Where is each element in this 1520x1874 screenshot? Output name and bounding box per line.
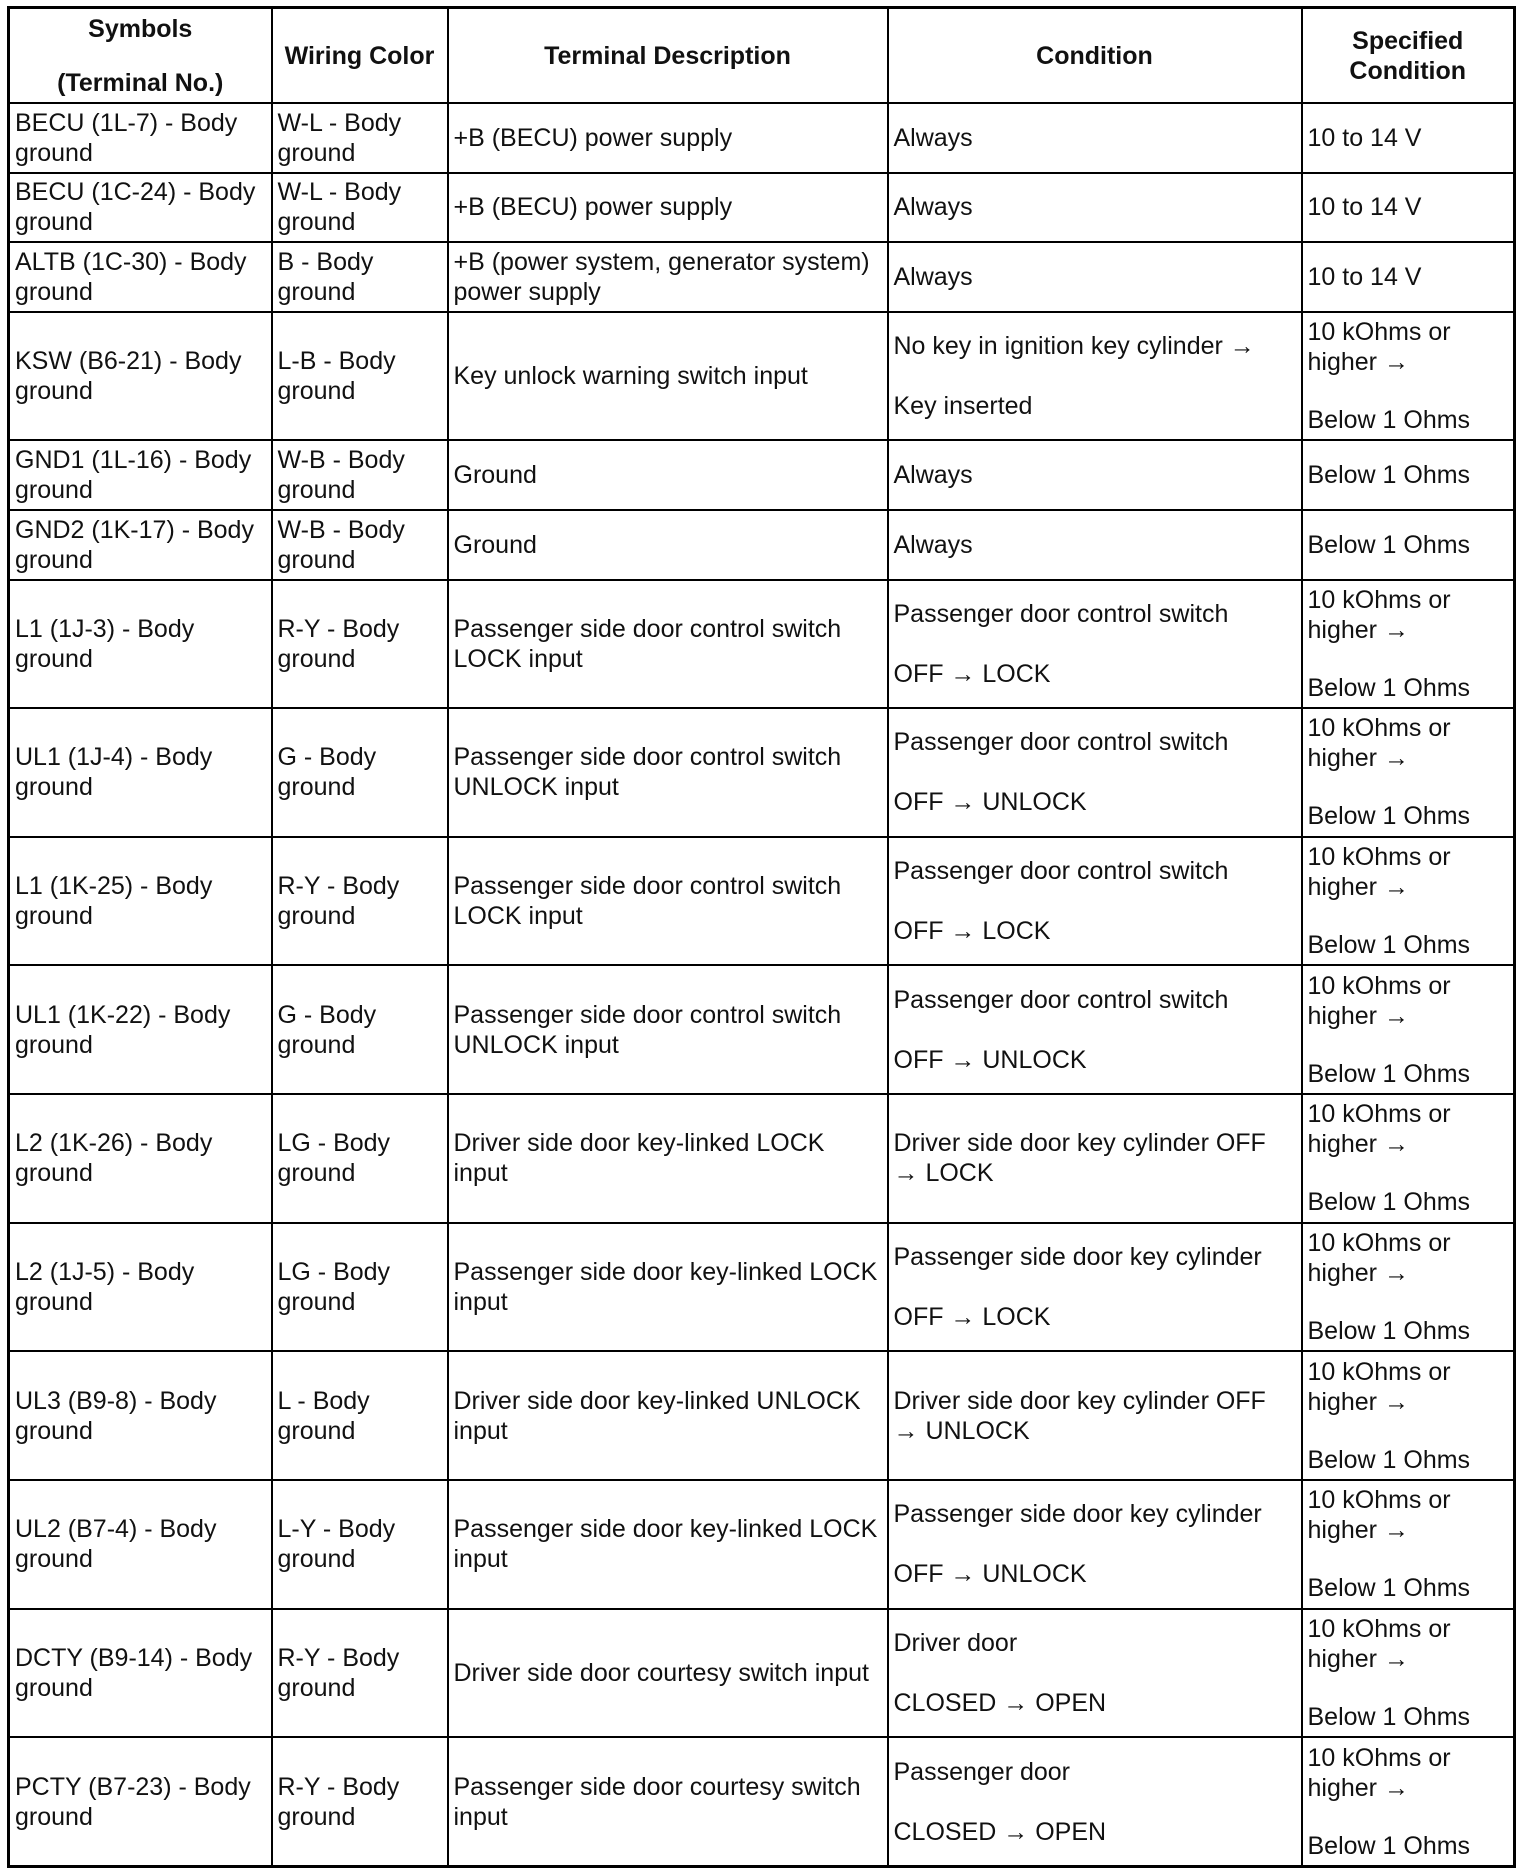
cell-terminal-description-line: input <box>453 1545 508 1574</box>
cell-specified-condition-line: 10 kOhms or <box>1307 585 1451 614</box>
cell-symbol <box>9 1609 272 1738</box>
cell-symbol-line: ground <box>15 1802 93 1831</box>
cell-symbol <box>9 242 272 312</box>
cell-symbol-line: ground <box>15 208 93 237</box>
header-symbols-line1: Symbols <box>88 14 193 43</box>
cell-condition-line: Always <box>893 530 973 559</box>
cell-symbol <box>9 1737 272 1866</box>
cell-terminal-description <box>448 965 888 1094</box>
header-wiring-color: Wiring Color <box>272 8 448 104</box>
cell-symbol-line: ground <box>15 277 93 306</box>
cell-wiring-color-line: ground <box>277 377 356 406</box>
cell-specified-condition-line: higher → <box>1307 1773 1409 1802</box>
cell-wiring-color <box>272 242 448 312</box>
cell-symbol <box>9 1480 272 1609</box>
cell-specified-condition-line: 10 kOhms or <box>1307 1100 1451 1129</box>
cell-symbol-line: L2 (1K-26) - Body <box>15 1129 213 1158</box>
cell-specified-condition-line: Below 1 Ohms <box>1307 530 1471 559</box>
cell-condition-line: Passenger door <box>893 1757 1071 1786</box>
cell-symbol-line: ground <box>15 773 93 802</box>
cell-condition-line: → UNLOCK <box>893 1416 1030 1445</box>
cell-symbol-line: L1 (1K-25) - Body <box>15 872 213 901</box>
cell-specified-condition-line: 10 kOhms or <box>1307 714 1451 743</box>
cell-specified-condition-line: Below 1 Ohms <box>1307 673 1471 702</box>
cell-wiring-color-line: L-B - Body <box>277 347 396 376</box>
cell-specified-condition-line: higher → <box>1307 1001 1409 1030</box>
cell-symbol-line: DCTY (B9-14) - Body <box>15 1643 253 1672</box>
table-row <box>9 242 1515 312</box>
cell-wiring-color-line: R-Y - Body <box>277 1772 400 1801</box>
table-row <box>9 312 1515 441</box>
cell-specified-condition-line: higher → <box>1307 744 1409 773</box>
cell-specified-condition-line: Below 1 Ohms <box>1307 931 1471 960</box>
cell-wiring-color-line: R-Y - Body <box>277 1643 400 1672</box>
table-row <box>9 708 1515 837</box>
cell-symbol-line: ground <box>15 476 93 505</box>
cell-wiring-color-line: G - Body <box>277 1000 377 1029</box>
cell-symbol-line: L2 (1J-5) - Body <box>15 1257 195 1286</box>
cell-wiring-color <box>272 173 448 243</box>
cell-specified-condition-line: 10 to 14 V <box>1307 262 1422 291</box>
cell-wiring-color-line: ground <box>277 277 356 306</box>
cell-wiring-color-line: G - Body <box>277 743 377 772</box>
cell-terminal-description-line: input <box>453 1159 508 1188</box>
cell-condition <box>888 440 1302 510</box>
cell-terminal-description <box>448 1737 888 1866</box>
cell-terminal-description <box>448 1094 888 1223</box>
table-row <box>9 837 1515 966</box>
cell-terminal-description <box>448 1223 888 1352</box>
cell-symbol <box>9 965 272 1094</box>
table-row <box>9 1480 1515 1609</box>
cell-wiring-color-line: B - Body <box>277 247 374 276</box>
cell-specified-condition-line: Below 1 Ohms <box>1307 1316 1471 1345</box>
cell-specified-condition-line: Below 1 Ohms <box>1307 802 1471 831</box>
cell-condition <box>888 510 1302 580</box>
cell-symbol-line: ALTB (1C-30) - Body <box>15 247 247 276</box>
cell-specified-condition-line: higher → <box>1307 873 1409 902</box>
cell-terminal-description <box>448 242 888 312</box>
cell-symbol-line: ground <box>15 1030 93 1059</box>
cell-terminal-description-line: Passenger side door control switch <box>453 872 842 901</box>
cell-condition-line: Always <box>893 461 973 490</box>
cell-symbol-line: ground <box>15 644 93 673</box>
cell-wiring-color-line: ground <box>277 1545 356 1574</box>
cell-terminal-description-line: Key unlock warning switch input <box>453 362 808 391</box>
cell-terminal-description-line: UNLOCK input <box>453 773 619 802</box>
cell-symbol <box>9 1094 272 1223</box>
cell-terminal-description-line: input <box>453 1802 508 1831</box>
cell-terminal-description-line: Passenger side door key-linked LOCK <box>453 1257 878 1286</box>
cell-terminal-description-line: Ground <box>453 530 537 559</box>
cell-condition-line: Passenger door control switch <box>893 599 1229 628</box>
cell-wiring-color-line: ground <box>277 644 356 673</box>
cell-symbol-line: ground <box>15 377 93 406</box>
cell-symbol-line: BECU (1L-7) - Body <box>15 108 238 137</box>
cell-wiring-color-line: ground <box>277 1802 356 1831</box>
cell-specified-condition <box>1302 1609 1515 1738</box>
cell-wiring-color-line: W-B - Body <box>277 446 405 475</box>
cell-wiring-color <box>272 312 448 441</box>
cell-condition-line: OFF → UNLOCK <box>893 1560 1087 1589</box>
cell-symbol-line: L1 (1J-3) - Body <box>15 614 195 643</box>
cell-condition <box>888 580 1302 709</box>
cell-specified-condition-line: higher → <box>1307 1644 1409 1673</box>
cell-symbol-line: UL1 (1K-22) - Body <box>15 1000 231 1029</box>
cell-terminal-description-line: input <box>453 1416 508 1445</box>
cell-specified-condition-line: higher → <box>1307 1130 1409 1159</box>
cell-symbol-line: ground <box>15 545 93 574</box>
cell-condition-line: CLOSED → OPEN <box>893 1817 1107 1846</box>
cell-specified-condition-line: Below 1 Ohms <box>1307 406 1471 435</box>
table-row <box>9 1351 1515 1480</box>
table-row <box>9 510 1515 580</box>
cell-terminal-description-line: Passenger side door key-linked LOCK <box>453 1515 878 1544</box>
cell-wiring-color-line: LG - Body <box>277 1129 391 1158</box>
cell-condition-line: Passenger door control switch <box>893 857 1229 886</box>
cell-terminal-description-line: LOCK input <box>453 902 583 931</box>
cell-specified-condition <box>1302 580 1515 709</box>
cell-condition-line: OFF → UNLOCK <box>893 788 1087 817</box>
cell-specified-condition-line: higher → <box>1307 1387 1409 1416</box>
cell-wiring-color <box>272 580 448 709</box>
cell-terminal-description <box>448 510 888 580</box>
cell-specified-condition <box>1302 1223 1515 1352</box>
table-row <box>9 440 1515 510</box>
cell-wiring-color-line: ground <box>277 138 356 167</box>
cell-wiring-color <box>272 440 448 510</box>
cell-symbol <box>9 1351 272 1480</box>
cell-terminal-description-line: Passenger side door courtesy switch <box>453 1772 861 1801</box>
cell-symbol-line: ground <box>15 1287 93 1316</box>
cell-symbol-line: ground <box>15 1545 93 1574</box>
cell-specified-condition <box>1302 1094 1515 1223</box>
cell-condition-line: OFF → LOCK <box>893 1302 1051 1331</box>
table-row <box>9 1094 1515 1223</box>
cell-condition <box>888 965 1302 1094</box>
cell-specified-condition-line: higher → <box>1307 1258 1409 1287</box>
cell-symbol <box>9 580 272 709</box>
cell-wiring-color-line: LG - Body <box>277 1257 391 1286</box>
cell-symbol <box>9 510 272 580</box>
cell-condition-line: Passenger door control switch <box>893 985 1229 1014</box>
cell-specified-condition-line: higher → <box>1307 615 1409 644</box>
header-symbols <box>9 8 272 104</box>
cell-specified-condition-line: Below 1 Ohms <box>1307 1831 1471 1860</box>
cell-terminal-description-line: Ground <box>453 461 537 490</box>
cell-specified-condition-line: 10 kOhms or <box>1307 1614 1451 1643</box>
cell-specified-condition-line: Below 1 Ohms <box>1307 1574 1471 1603</box>
cell-terminal-description-line: +B (BECU) power supply <box>453 123 733 152</box>
cell-condition-line: Always <box>893 193 973 222</box>
cell-wiring-color-line: W-B - Body <box>277 515 405 544</box>
cell-wiring-color-line: ground <box>277 1159 356 1188</box>
cell-terminal-description <box>448 173 888 243</box>
cell-symbol-line: ground <box>15 1416 93 1445</box>
cell-condition-line: → LOCK <box>893 1159 994 1188</box>
cell-terminal-description-line: power supply <box>453 277 601 306</box>
cell-condition <box>888 1094 1302 1223</box>
cell-condition <box>888 1737 1302 1866</box>
cell-wiring-color-line: L-Y - Body <box>277 1515 396 1544</box>
cell-symbol-line: UL2 (B7-4) - Body <box>15 1515 217 1544</box>
cell-specified-condition-line: Below 1 Ohms <box>1307 1702 1471 1731</box>
cell-symbol-line: KSW (B6-21) - Body <box>15 347 242 376</box>
cell-specified-condition-line: 10 kOhms or <box>1307 318 1451 347</box>
cell-wiring-color-line: W-L - Body <box>277 108 402 137</box>
cell-symbol-line: ground <box>15 1159 93 1188</box>
cell-wiring-color-line: ground <box>277 476 356 505</box>
cell-wiring-color <box>272 510 448 580</box>
cell-symbol-line: GND1 (1L-16) - Body <box>15 446 252 475</box>
cell-wiring-color <box>272 1480 448 1609</box>
cell-wiring-color-line: ground <box>277 773 356 802</box>
cell-specified-condition-line: higher → <box>1307 348 1409 377</box>
cell-specified-condition-line: 10 kOhms or <box>1307 843 1451 872</box>
header-condition: Condition <box>888 8 1302 104</box>
cell-condition-line: OFF → UNLOCK <box>893 1045 1087 1074</box>
cell-terminal-description-line: Driver side door courtesy switch input <box>453 1658 869 1687</box>
cell-condition <box>888 1480 1302 1609</box>
cell-condition <box>888 1351 1302 1480</box>
table-row <box>9 1223 1515 1352</box>
header-specified-line1: Specified <box>1352 26 1464 55</box>
cell-condition <box>888 173 1302 243</box>
cell-terminal-description <box>448 708 888 837</box>
cell-wiring-color <box>272 965 448 1094</box>
cell-wiring-color-line: ground <box>277 1030 356 1059</box>
table-row <box>9 580 1515 709</box>
cell-specified-condition-line: 10 kOhms or <box>1307 1357 1451 1386</box>
cell-condition <box>888 1223 1302 1352</box>
cell-condition-line: No key in ignition key cylinder → <box>893 332 1255 361</box>
cell-condition-line: Always <box>893 262 973 291</box>
cell-wiring-color-line: L - Body <box>277 1386 370 1415</box>
cell-wiring-color-line: ground <box>277 902 356 931</box>
cell-condition <box>888 708 1302 837</box>
cell-specified-condition-line: 10 to 14 V <box>1307 123 1422 152</box>
cell-specified-condition-line: 10 kOhms or <box>1307 1743 1451 1772</box>
cell-specified-condition-line: 10 kOhms or <box>1307 1486 1451 1515</box>
cell-terminal-description <box>448 312 888 441</box>
cell-condition <box>888 837 1302 966</box>
cell-specified-condition <box>1302 1351 1515 1480</box>
cell-terminal-description-line: LOCK input <box>453 644 583 673</box>
cell-terminal-description-line: +B (power system, generator system) <box>453 247 870 276</box>
cell-terminal-description <box>448 837 888 966</box>
cell-condition-line: CLOSED → OPEN <box>893 1688 1107 1717</box>
cell-symbol-line: GND2 (1K-17) - Body <box>15 515 254 544</box>
cell-symbol <box>9 312 272 441</box>
cell-specified-condition <box>1302 708 1515 837</box>
cell-symbol <box>9 173 272 243</box>
cell-condition-line: Key inserted <box>893 392 1033 421</box>
cell-condition <box>888 1609 1302 1738</box>
cell-condition <box>888 103 1302 173</box>
cell-condition <box>888 312 1302 441</box>
cell-specified-condition <box>1302 242 1515 312</box>
cell-specified-condition <box>1302 965 1515 1094</box>
cell-wiring-color-line: ground <box>277 545 356 574</box>
cell-terminal-description <box>448 103 888 173</box>
terminal-inspection-table <box>7 6 1516 1868</box>
cell-condition-line: OFF → LOCK <box>893 659 1051 688</box>
table-row <box>9 1737 1515 1866</box>
cell-condition-line: Passenger door control switch <box>893 728 1229 757</box>
cell-specified-condition <box>1302 312 1515 441</box>
cell-symbol-line: ground <box>15 902 93 931</box>
cell-condition-line: Always <box>893 123 973 152</box>
cell-wiring-color-line: ground <box>277 208 356 237</box>
cell-symbol <box>9 1223 272 1352</box>
table-row <box>9 173 1515 243</box>
cell-specified-condition <box>1302 510 1515 580</box>
cell-specified-condition-line: Below 1 Ohms <box>1307 461 1471 490</box>
header-terminal-description: Terminal Description <box>448 8 888 104</box>
header-specified-condition <box>1302 8 1515 104</box>
table-row <box>9 965 1515 1094</box>
cell-terminal-description-line: Passenger side door control switch <box>453 1000 842 1029</box>
cell-specified-condition <box>1302 1737 1515 1866</box>
cell-symbol-line: PCTY (B7-23) - Body <box>15 1772 251 1801</box>
cell-terminal-description-line: Passenger side door control switch <box>453 614 842 643</box>
cell-specified-condition-line: Below 1 Ohms <box>1307 1059 1471 1088</box>
cell-specified-condition <box>1302 173 1515 243</box>
cell-wiring-color <box>272 1609 448 1738</box>
cell-wiring-color-line: ground <box>277 1287 356 1316</box>
cell-terminal-description <box>448 1480 888 1609</box>
cell-symbol <box>9 708 272 837</box>
cell-terminal-description-line: Passenger side door control switch <box>453 743 842 772</box>
cell-terminal-description-line: +B (BECU) power supply <box>453 193 733 222</box>
cell-specified-condition <box>1302 1480 1515 1609</box>
cell-condition <box>888 242 1302 312</box>
cell-terminal-description-line: Driver side door key-linked UNLOCK <box>453 1386 861 1415</box>
cell-terminal-description-line: input <box>453 1287 508 1316</box>
cell-terminal-description <box>448 1609 888 1738</box>
cell-condition-line: Passenger side door key cylinder <box>893 1242 1262 1271</box>
cell-terminal-description-line: Driver side door key-linked LOCK <box>453 1129 825 1158</box>
cell-terminal-description <box>448 580 888 709</box>
header-symbols-line2: (Terminal No.) <box>57 68 224 97</box>
cell-symbol-line: UL1 (1J-4) - Body <box>15 743 213 772</box>
cell-symbol <box>9 440 272 510</box>
cell-wiring-color-line: R-Y - Body <box>277 614 400 643</box>
cell-specified-condition-line: 10 to 14 V <box>1307 193 1422 222</box>
cell-wiring-color <box>272 103 448 173</box>
cell-condition-line: OFF → LOCK <box>893 917 1051 946</box>
cell-symbol-line: ground <box>15 138 93 167</box>
cell-condition-line: Driver side door key cylinder OFF <box>893 1129 1266 1158</box>
cell-wiring-color <box>272 1223 448 1352</box>
cell-wiring-color-line: ground <box>277 1416 356 1445</box>
cell-specified-condition-line: 10 kOhms or <box>1307 1228 1451 1257</box>
table-row <box>9 103 1515 173</box>
cell-condition-line: Driver door <box>893 1628 1018 1657</box>
cell-symbol-line: BECU (1C-24) - Body <box>15 178 256 207</box>
cell-specified-condition <box>1302 837 1515 966</box>
cell-specified-condition-line: Below 1 Ohms <box>1307 1445 1471 1474</box>
header-row <box>9 8 1515 104</box>
cell-specified-condition-line: 10 kOhms or <box>1307 971 1451 1000</box>
cell-symbol <box>9 837 272 966</box>
cell-symbol <box>9 103 272 173</box>
cell-wiring-color <box>272 1094 448 1223</box>
cell-wiring-color-line: W-L - Body <box>277 178 402 207</box>
cell-symbol-line: UL3 (B9-8) - Body <box>15 1386 217 1415</box>
cell-specified-condition <box>1302 440 1515 510</box>
cell-wiring-color <box>272 837 448 966</box>
cell-specified-condition-line: Below 1 Ohms <box>1307 1188 1471 1217</box>
cell-terminal-description <box>448 1351 888 1480</box>
cell-terminal-description <box>448 440 888 510</box>
cell-condition-line: Passenger side door key cylinder <box>893 1500 1262 1529</box>
cell-specified-condition-line: higher → <box>1307 1516 1409 1545</box>
cell-terminal-description-line: UNLOCK input <box>453 1030 619 1059</box>
cell-wiring-color-line: ground <box>277 1673 356 1702</box>
cell-specified-condition <box>1302 103 1515 173</box>
cell-wiring-color <box>272 1351 448 1480</box>
table-row <box>9 1609 1515 1738</box>
header-specified-line2: Condition <box>1349 56 1467 85</box>
cell-wiring-color <box>272 708 448 837</box>
cell-condition-line: Driver side door key cylinder OFF <box>893 1386 1266 1415</box>
cell-wiring-color <box>272 1737 448 1866</box>
cell-symbol-line: ground <box>15 1673 93 1702</box>
cell-wiring-color-line: R-Y - Body <box>277 872 400 901</box>
